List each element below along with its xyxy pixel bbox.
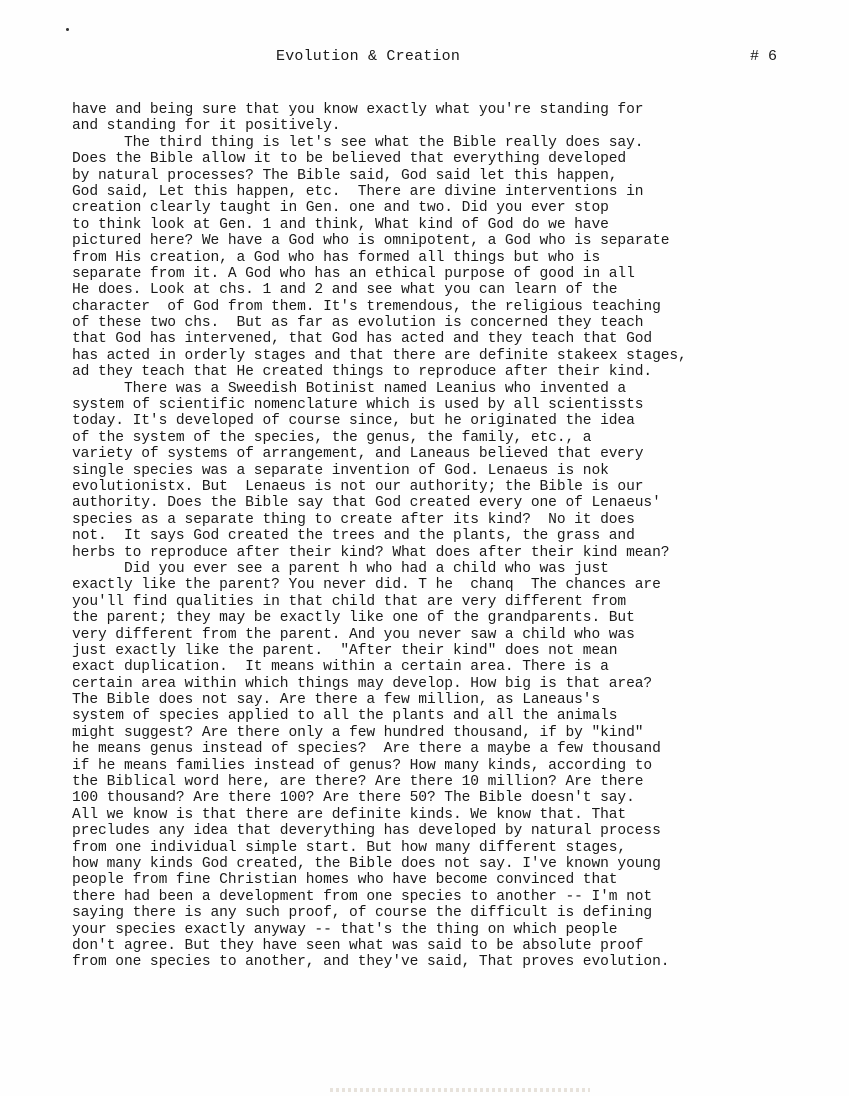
text-line: exactly like the parent? You never did. T he chanq The chances are (72, 577, 661, 594)
text-line: from one individual simple start. But how many different stages, (72, 839, 627, 856)
text-line: how many kinds God created, the Bible does not say. I've known young (72, 855, 661, 872)
text-line: pictured here? We have a God who is omnipotent, a God who is separate (72, 233, 670, 250)
text-line: system of species applied to all the plants and all the animals (72, 708, 618, 725)
text-line: variety of systems of arrangement, and Laneaus believed that every (72, 446, 644, 463)
text-line: very different from the parent. And you never saw a child who was (72, 626, 635, 643)
text-line: Does the Bible allow it to be believed that everything developed (72, 151, 627, 168)
text-line: The third thing is let's see what the Bible really does say. (72, 134, 644, 151)
text-line: and standing for it positively. (72, 118, 341, 135)
body-text (72, 102, 812, 971)
text-line: ad they teach that He created things to reproduce after their kind. (72, 364, 653, 381)
text-line: from one species to another, and they've said, That proves evolution. (72, 954, 670, 971)
text-line: don't agree. But they have seen what was said to be absolute proof (72, 937, 644, 954)
text-line: All we know is that there are definite kinds. We know that. That (72, 806, 627, 823)
text-line: might suggest? Are there only a few hundred thousand, if by "kind" (72, 724, 644, 741)
text-line: herbs to reproduce after their kind? What does after their kind mean? (72, 544, 670, 561)
text-line: creation clearly taught in Gen. one and two. Did you ever stop (72, 200, 609, 217)
text-line: to think look at Gen. 1 and think, What kind of God do we have (72, 216, 609, 233)
text-line: saying there is any such proof, of course the difficult is defining (72, 905, 653, 922)
text-line: The Bible does not say. Are there a few million, as Laneaus's (72, 692, 601, 709)
text-line: There was a Sweedish Botinist named Leanius who invented a (72, 380, 627, 397)
text-line: He does. Look at chs. 1 and 2 and see what you can learn of the (72, 282, 618, 299)
text-line: by natural processes? The Bible said, God said let this happen, (72, 167, 618, 184)
text-line: exact duplication. It means within a certain area. There is a (72, 659, 609, 676)
text-line: certain area within which things may develop. How big is that area? (72, 675, 653, 692)
page-number: # 6 (750, 48, 778, 65)
text-line: your species exactly anyway -- that's the thing on which people (72, 921, 618, 938)
text-line: single species was a separate invention of God. Lenaeus is nok (72, 462, 609, 479)
text-line: have and being sure that you know exactly what you're standing for (72, 102, 644, 118)
text-line: the Biblical word here, are there? Are there 10 million? Are there (72, 774, 644, 791)
text-line: just exactly like the parent. "After their kind" does not mean (72, 642, 618, 659)
text-line: Did you ever see a parent h who had a child who was just (72, 560, 609, 577)
ink-speck (66, 28, 69, 31)
text-line: evolutionistx. But Lenaeus is not our authority; the Bible is our (72, 478, 644, 495)
text-line: the parent; they may be exactly like one of the grandparents. But (72, 610, 635, 627)
text-line: species as a separate thing to create after its kind? No it does (72, 511, 635, 528)
page-title: Evolution & Creation (276, 48, 461, 65)
text-line: 100 thousand? Are there 100? Are there 50? The Bible doesn't say. (72, 790, 635, 807)
text-line: there had been a development from one species to another -- I'm not (72, 888, 653, 905)
page-edge-smudge (330, 1088, 590, 1092)
text-line: character of God from them. It's tremendous, the religious teaching (72, 298, 661, 315)
text-line: has acted in orderly stages and that there are definite stakeex stages, (72, 347, 687, 364)
text-line: precludes any idea that deverything has developed by natural process (72, 823, 661, 840)
text-line: people from fine Christian homes who have become convinced that (72, 872, 618, 889)
text-line: of the system of the species, the genus, the family, etc., a (72, 429, 592, 446)
text-line: authority. Does the Bible say that God created every one of Lenaeus' (72, 495, 661, 512)
text-line: today. It's developed of course since, but he originated the idea (72, 413, 635, 430)
text-line: from His creation, a God who has formed all things but who is (72, 249, 601, 266)
text-line: God said, Let this happen, etc. There are divine interventions in (72, 183, 644, 200)
text-line: of these two chs. But as far as evolution is concerned they teach (72, 315, 644, 332)
text-line: separate from it. A God who has an ethical purpose of good in all (72, 265, 635, 282)
text-line: you'll find qualities in that child that are very different from (72, 593, 627, 610)
text-line: system of scientific nomenclature which is used by all scientissts (72, 397, 644, 414)
text-line: that God has intervened, that God has acted and they teach that God (72, 331, 653, 348)
text-line: he means genus instead of species? Are there a maybe a few thousand (72, 741, 661, 758)
text-line: if he means families instead of genus? How many kinds, according to (72, 757, 653, 774)
text-line: not. It says God created the trees and the plants, the grass and (72, 528, 635, 545)
